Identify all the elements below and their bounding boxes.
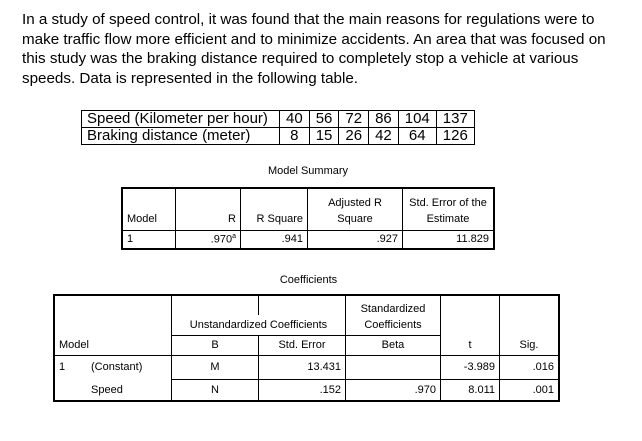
table-row [54,379,559,401]
co-header-row-3 [54,335,559,355]
co-header-standardized-2: Coefficients [346,315,441,335]
co-beta: .970 [346,379,441,401]
co-header-row-1 [54,295,559,315]
speed-value: 104 [398,111,436,128]
ms-header-std-error: Std. Error of the [403,188,495,209]
co-sig: .001 [500,379,560,401]
speed-label: Speed (Kilometer per hour) [82,111,280,128]
ms-model: 1 [122,230,176,249]
co-b: N [172,379,259,401]
ms-header-row-1 [122,188,494,209]
ms-r [176,230,241,249]
intro-paragraph: In a study of speed control, it was found that the main reasons for regulations were to make traffic flow more efficient and to minimize accidents. An area that was focused on this study was the braking distance required to completely stop a vehicle at various speeds. Data is represented in the following table. [22,11,606,87]
co-header-sig: Sig. [500,335,560,355]
co-term: (Constant) [87,355,172,379]
ms-r-square: .941 [241,230,308,249]
co-sig: .016 [500,355,560,379]
co-t: -3.989 [441,355,500,379]
speed-value: 86 [369,111,399,128]
ms-header-std-error-2: Estimate [403,209,495,230]
ms-std-error: 11.829 [403,230,495,249]
speed-value: 56 [309,111,339,128]
speed-row [82,111,475,128]
coefficients-table [53,294,560,402]
distance-value: 8 [280,128,310,145]
distance-value: 126 [436,128,474,145]
model-summary-table [121,187,495,250]
distance-value: 42 [369,128,399,145]
ms-header-adjusted-2: Square [308,209,403,230]
co-term: Speed [87,379,172,401]
ms-r-value: .970 [210,233,233,246]
ms-header-r: R [176,209,241,230]
distance-row [82,128,475,145]
distance-label: Braking distance (meter) [82,128,280,145]
model-summary-title: Model Summary [267,165,349,177]
co-std-error: .152 [259,379,346,401]
co-header-model: Model [54,335,172,355]
co-header-standardized: Standardized [346,295,441,315]
coefficients-title: Coefficients [279,274,338,286]
co-header-t: t [441,335,500,355]
speed-value: 72 [339,111,369,128]
ms-r-footnote: a [232,232,236,240]
distance-value: 64 [398,128,436,145]
ms-header-model: Model [122,209,176,230]
co-header-std-error: Std. Error [259,335,346,355]
speed-value: 137 [436,111,474,128]
distance-value: 15 [309,128,339,145]
distance-value: 26 [339,128,369,145]
co-header-row-2 [54,315,559,335]
ms-header-adjusted: Adjusted R [308,188,403,209]
ms-header-r-square: R Square [241,209,308,230]
co-header-unstandardized: Unstandardized Coefficients [172,315,346,335]
ms-header-row-2 [122,209,494,230]
co-header-b: B [172,335,259,355]
co-beta [346,355,441,379]
co-std-error: 13.431 [259,355,346,379]
table-row [54,355,559,379]
co-model: 1 [54,355,87,379]
co-b: M [172,355,259,379]
co-t: 8.011 [441,379,500,401]
ms-adjusted: .927 [308,230,403,249]
co-model [54,379,87,401]
co-header-beta: Beta [346,335,441,355]
table-row [122,230,494,249]
speed-value: 40 [280,111,310,128]
speed-distance-table [81,110,475,145]
